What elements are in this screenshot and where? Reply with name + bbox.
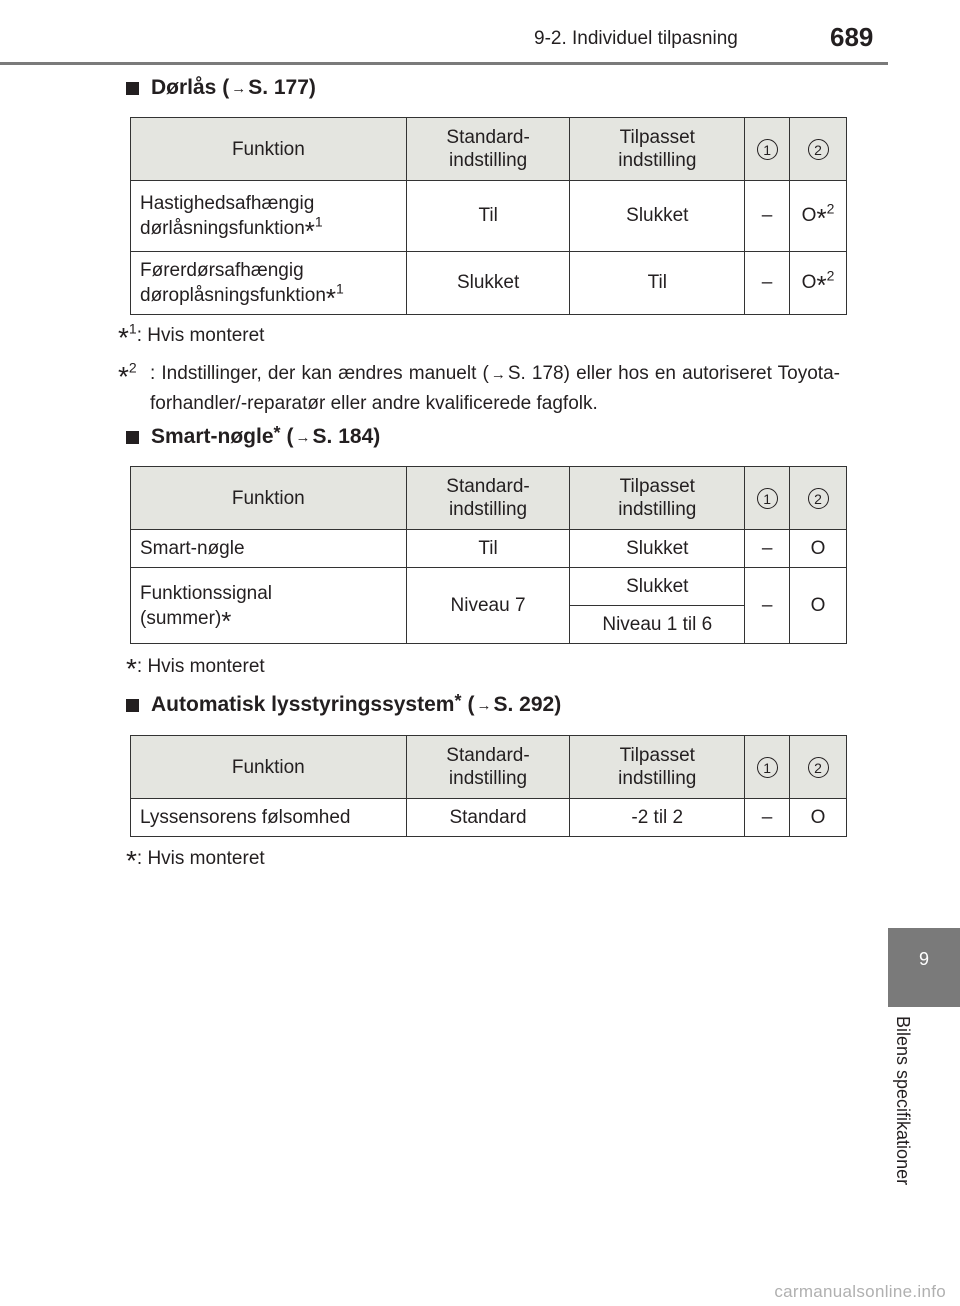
- page-ref: S. 292): [493, 693, 562, 716]
- section-heading-smart-key: Smart-nøgle * ( → S. 184): [126, 425, 380, 449]
- footnote-ref: 2: [826, 200, 835, 217]
- chapter-label: [892, 1016, 922, 1216]
- col-circle-2: [790, 118, 847, 181]
- c1-cell: –: [745, 252, 790, 315]
- section-heading-auto-light: Automatisk lysstyringssystem * ( → S. 292): [126, 693, 561, 717]
- function-text: Funktionssignal (summer): [140, 582, 273, 629]
- c2-value: O: [801, 205, 817, 226]
- circle-1-icon: 1: [757, 488, 778, 509]
- asterisk: *: [816, 203, 827, 233]
- custom-cell: Til: [570, 252, 745, 315]
- page-number: 689: [830, 22, 874, 52]
- asterisk: *: [221, 605, 232, 636]
- custom-cell: Slukket: [570, 530, 745, 568]
- col-custom: Tilpasset indstilling: [570, 118, 745, 181]
- table-row: [131, 181, 847, 252]
- circle-2-icon: 2: [808, 757, 829, 778]
- heading-text: Automatisk lysstyringssystem: [151, 693, 455, 716]
- asterisk: *: [304, 216, 315, 246]
- custom-cell: Slukket: [570, 181, 745, 252]
- function-cell: [131, 181, 407, 252]
- col-circle-2: [790, 736, 847, 799]
- standard-cell: Niveau 7: [406, 568, 570, 644]
- c2-cell: [790, 252, 847, 315]
- custom-cell: Niveau 1 til 6: [570, 606, 745, 644]
- footnote-1: *$^1$: Hvis monteret: [118, 320, 265, 353]
- section-heading-door-lock: [126, 76, 316, 100]
- table-header-row: [131, 736, 847, 799]
- page-ref: S. 184): [312, 425, 381, 448]
- col-standard: Standard- indstilling: [406, 118, 570, 181]
- standard-cell: Til: [406, 181, 570, 252]
- c2-value: O: [801, 272, 817, 293]
- footnote-ref: 2: [826, 267, 835, 284]
- auto-light-table: [130, 735, 847, 837]
- c2-cell: O: [790, 568, 847, 644]
- standard-cell: Slukket: [406, 252, 570, 315]
- table-row: [131, 530, 847, 568]
- col-circle-1: [745, 118, 790, 181]
- c1-cell: –: [745, 530, 790, 568]
- function-text: Hastighedsafhængig dørlåsningsfunktion: [140, 193, 315, 239]
- custom-cell: Slukket: [570, 568, 745, 606]
- footnote-ref: 1: [336, 280, 344, 297]
- table-header-row: [131, 467, 847, 530]
- heading-text: Dørlås (: [151, 76, 230, 99]
- watermark: carmanualsonline.info: [774, 1282, 946, 1301]
- table-row: [131, 568, 847, 606]
- footnote-2-marker: *$^2$: [118, 359, 137, 392]
- footnote-text-cont: S. 178) eller hos en autoriseret Toyota-forhandler/-reparatør eller andre kvalificerede fagfolk.: [150, 363, 840, 414]
- footnote-auto-light: [126, 845, 265, 876]
- footnote-ref: 1: [314, 213, 323, 230]
- arrow-right-icon: →: [295, 428, 311, 446]
- chapter-tab[interactable]: 9: [888, 928, 960, 1007]
- arrow-right-icon: →: [490, 366, 506, 383]
- asterisk: *: [816, 270, 827, 300]
- c2-cell: O: [790, 530, 847, 568]
- function-cell: Smart-nøgle: [131, 530, 407, 568]
- footnote-text: : Indstillinger, der kan ændres manuelt (: [150, 363, 489, 384]
- col-function: Funktion: [131, 467, 407, 530]
- footnote-smart-key: [126, 653, 265, 684]
- table-row: [131, 799, 847, 837]
- circle-1-icon: 1: [757, 139, 778, 160]
- asterisk: *: [126, 653, 137, 684]
- square-bullet-icon: [126, 431, 139, 444]
- page-ref: S. 177): [248, 76, 316, 99]
- c2-cell: [790, 181, 847, 252]
- standard-cell: Standard: [406, 799, 570, 837]
- function-cell: [131, 568, 407, 644]
- footnote-text: : Hvis monteret: [136, 325, 265, 346]
- header-rule: [0, 62, 888, 65]
- col-circle-2: [790, 467, 847, 530]
- c1-cell: –: [745, 799, 790, 837]
- col-custom: Tilpasset indstilling: [570, 467, 745, 530]
- col-function: Funktion: [131, 118, 407, 181]
- footnote-2: [150, 359, 840, 418]
- function-cell: [131, 252, 407, 315]
- col-function: Funktion: [131, 736, 407, 799]
- col-standard: Standard- indstilling: [406, 736, 570, 799]
- asterisk: *: [325, 283, 337, 313]
- asterisk: *: [126, 845, 137, 876]
- square-bullet-icon: [126, 699, 139, 712]
- header-title: 9-2. Individuel tilpasning: [534, 28, 738, 49]
- table-row: [131, 252, 847, 315]
- col-custom: Tilpasset indstilling: [570, 736, 745, 799]
- custom-cell: -2 til 2: [570, 799, 745, 837]
- heading-text: Smart-nøgle: [151, 425, 274, 448]
- col-standard: Standard- indstilling: [406, 467, 570, 530]
- circle-2-icon: 2: [808, 488, 829, 509]
- footnote-text: : Hvis monteret: [136, 656, 265, 677]
- door-lock-table: [130, 117, 847, 315]
- smart-key-table: [130, 466, 847, 644]
- circle-2-icon: 2: [808, 139, 829, 160]
- arrow-right-icon: →: [231, 79, 247, 97]
- col-circle-1: [745, 736, 790, 799]
- col-circle-1: [745, 467, 790, 530]
- c1-cell: –: [745, 568, 790, 644]
- asterisk: *: [118, 322, 129, 353]
- asterisk: *: [118, 361, 129, 392]
- c1-cell: –: [745, 181, 790, 252]
- c2-cell: O: [790, 799, 847, 837]
- arrow-right-icon: →: [476, 696, 492, 714]
- function-cell: Lyssensorens følsomhed: [131, 799, 407, 837]
- square-bullet-icon: [126, 82, 139, 95]
- standard-cell: Til: [406, 530, 570, 568]
- footnote-text: : Hvis monteret: [136, 848, 265, 869]
- function-text: Førerdørsafhængig døroplåsningsfunktion: [140, 260, 326, 306]
- circle-1-icon: 1: [757, 757, 778, 778]
- table-header-row: [131, 118, 847, 181]
- chapter-label-text: Bilens specifikationer: [893, 1016, 913, 1186]
